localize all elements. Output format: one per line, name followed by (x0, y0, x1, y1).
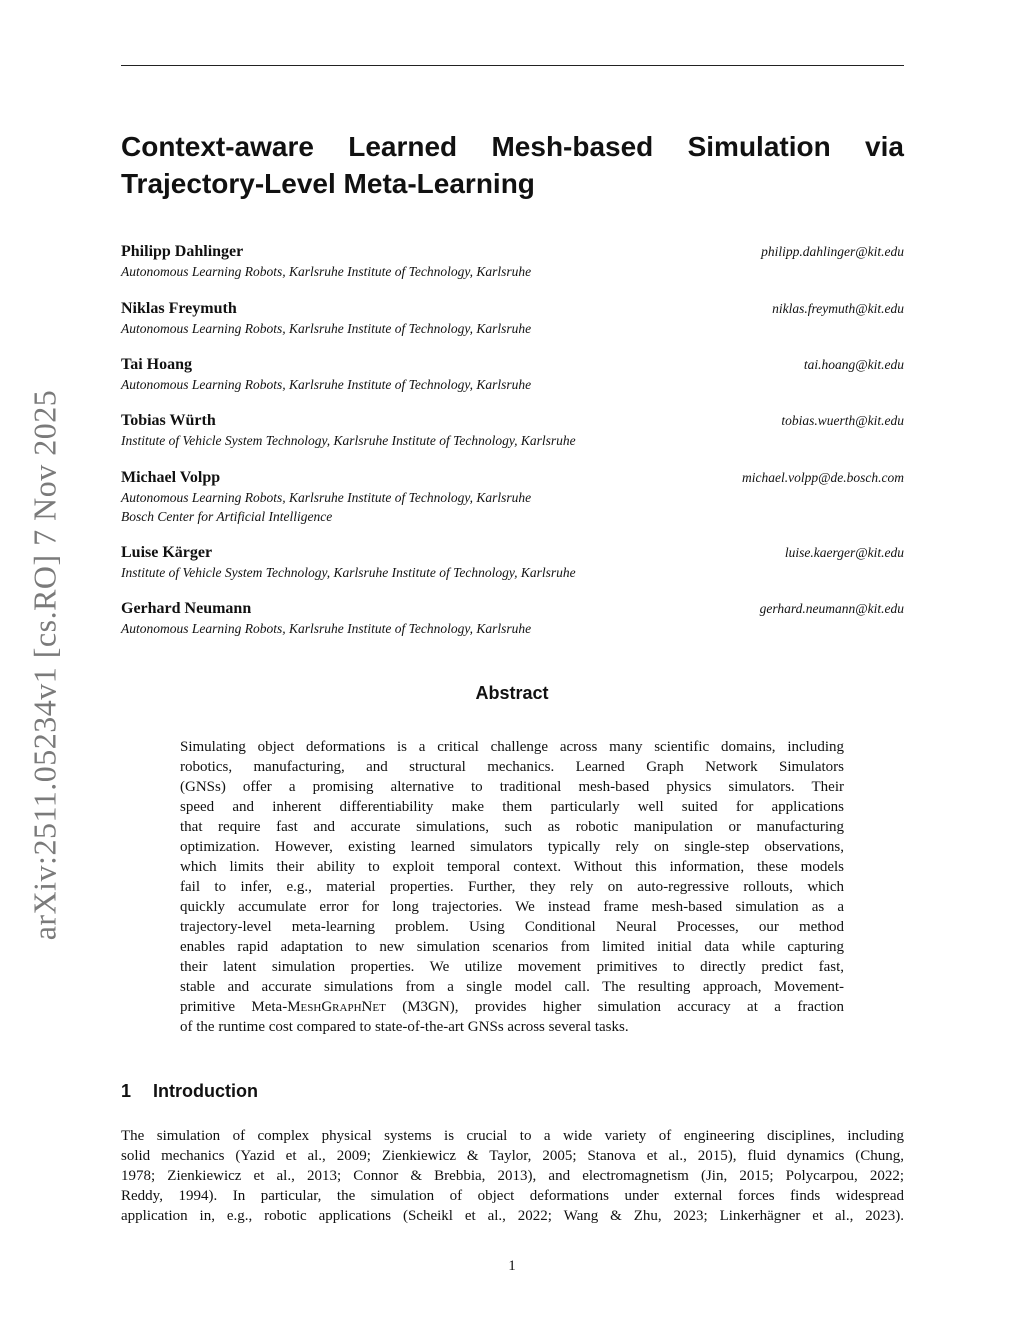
author-name: Michael Volpp (121, 469, 221, 486)
abstract-line: that require fast and accurate simulations, such as robotic manipulation or manufacturing (180, 819, 844, 835)
page-number: 1 (508, 1258, 516, 1274)
abstract-line: stable and accurate simulations from a single model call. The resulting approach, Movement- (180, 979, 844, 995)
section-title: Introduction (153, 1081, 258, 1101)
title-word: Mesh-based (491, 131, 654, 162)
model-name: MeshGraphNet (287, 999, 386, 1015)
title-word: Learned (348, 131, 458, 162)
section-heading (121, 1081, 258, 1102)
author-name: Tai Hoang (121, 356, 192, 373)
abstract-line: fail to infer, e.g., material properties. Further, they rely on auto-regressive rollouts, which (180, 879, 844, 895)
abstract-line: (GNSs) offer a promising alternative to traditional mesh-based physics simulators. Their (180, 779, 844, 795)
abstract-body (180, 737, 844, 1037)
title-line-2: Trajectory-Level Meta-Learning (121, 168, 535, 199)
author-email[interactable]: luise.kaerger@kit.edu (784, 545, 904, 560)
section-number: 1 (121, 1081, 132, 1101)
body-line: application in, e.g., robotic applications (Scheikl et al., 2022; Wang & Zhu, 2023; Linkerhägner et al., 2023). (121, 1208, 904, 1224)
author-name: Gerhard Neumann (121, 600, 252, 617)
author-email[interactable]: michael.volpp@de.bosch.com (742, 470, 904, 485)
arxiv-stamp: arXiv:2511.05234v1 [cs.RO] 7 Nov 2025 (26, 389, 63, 941)
author-name: Philipp Dahlinger (121, 243, 244, 260)
author-block (121, 468, 904, 526)
abstract-line: which limits their ability to exploit temporal context. Without this information, these models (180, 859, 844, 875)
abstract-line: Simulating object deformations is a critical challenge across many scientific domains, including (180, 739, 844, 755)
author-affiliation: Autonomous Learning Robots, Karlsruhe Institute of Technology, Karlsruhe (121, 264, 532, 279)
author-email[interactable]: tai.hoang@kit.edu (803, 357, 904, 372)
abstract-heading: Abstract (475, 683, 549, 703)
introduction-body (121, 1126, 904, 1226)
abstract-line: optimization. However, existing learned simulators typically rely on single-step observations, (180, 839, 844, 855)
abstract-line: speed and inherent differentiability make them particularly well suited for applications (180, 799, 844, 815)
author-affiliation: Autonomous Learning Robots, Karlsruhe Institute of Technology, Karlsruhe (121, 321, 532, 336)
body-line: The simulation of complex physical systems is crucial to a wide variety of engineering disciplines, including (121, 1128, 904, 1144)
title-word: via (865, 131, 904, 162)
title-word: Context-aware (121, 131, 314, 162)
author-block (121, 543, 904, 582)
abstract-line: quickly accumulate error for long trajectories. We instead frame mesh-based simulation as a (180, 899, 844, 915)
author-name: Niklas Freymuth (121, 300, 237, 317)
abstract-line: trajectory-level meta-learning problem. Using Conditional Neural Processes, our method (180, 919, 844, 935)
abstract-line: of the runtime cost compared to state-of-the-art GNSs across several tasks. (180, 1019, 629, 1035)
author-affiliation: Autonomous Learning Robots, Karlsruhe Institute of Technology, Karlsruhe (121, 490, 532, 505)
author-name: Luise Kärger (121, 544, 213, 561)
author-block (121, 411, 904, 450)
abstract-line: enables rapid adaptation to new simulation scenarios from limited initial data while capturing (180, 939, 844, 955)
abstract-line: their latent simulation properties. We utilize movement primitives to directly predict fast, (180, 959, 844, 975)
author-affiliation: Institute of Vehicle System Technology, Karlsruhe Institute of Technology, Karlsruhe (121, 565, 576, 580)
header-rule (121, 65, 904, 66)
author-affiliation: Institute of Vehicle System Technology, Karlsruhe Institute of Technology, Karlsruhe (121, 433, 576, 448)
title-word: Simulation (687, 131, 831, 162)
abstract-line (180, 997, 844, 1017)
author-email[interactable]: gerhard.neumann@kit.edu (759, 601, 904, 616)
author-block (121, 355, 904, 394)
title-line-1 (121, 128, 904, 165)
body-line: Reddy, 1994). In particular, the simulation of object deformations under external forces finds widespread (121, 1188, 904, 1204)
author-affiliation: Bosch Center for Artificial Intelligence (121, 509, 333, 524)
author-affiliation: Autonomous Learning Robots, Karlsruhe Institute of Technology, Karlsruhe (121, 377, 532, 392)
paper-title (121, 128, 904, 202)
body-line: solid mechanics (Yazid et al., 2009; Zienkiewicz & Taylor, 2005; Stanova et al., 2015), fluid dynamics (Chung, (121, 1148, 904, 1164)
author-email[interactable]: niklas.freymuth@kit.edu (772, 301, 904, 316)
author-block (121, 242, 904, 281)
author-block (121, 299, 904, 338)
author-email[interactable]: tobias.wuerth@kit.edu (781, 413, 904, 428)
abstract-text: (M3GN), provides higher simulation accuracy at a fraction (385, 999, 844, 1015)
body-line: 1978; Zienkiewicz et al., 2013; Connor & Brebbia, 2013), and electromagnetism (Jin, 2015; Polycarpou, 2022; (121, 1168, 904, 1184)
author-name: Tobias Würth (121, 412, 216, 429)
author-block (121, 599, 904, 638)
abstract-text: primitive Meta- (180, 999, 288, 1015)
abstract-line: robotics, manufacturing, and structural mechanics. Learned Graph Network Simulators (180, 759, 844, 775)
author-affiliation: Autonomous Learning Robots, Karlsruhe Institute of Technology, Karlsruhe (121, 621, 532, 636)
author-email[interactable]: philipp.dahlinger@kit.edu (761, 244, 904, 259)
